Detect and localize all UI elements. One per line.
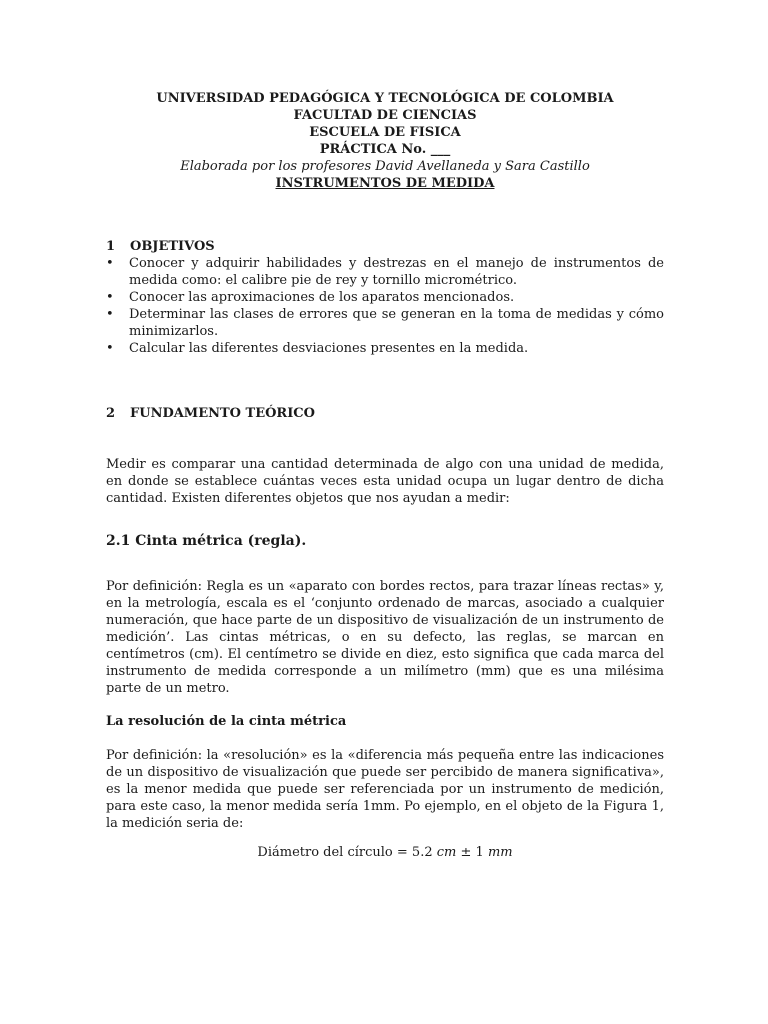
objectives-heading	[106, 238, 664, 255]
practice-number: PRÁCTICA No. ___	[319, 142, 451, 157]
document-page	[106, 90, 664, 861]
faculty-name: FACULTAD DE CIENCIAS	[293, 108, 477, 123]
school-name: ESCUELA DE FISICA	[309, 125, 461, 140]
document-title: INSTRUMENTOS DE MEDIDA	[275, 176, 495, 191]
ruler-definition-paragraph: Por definición: Regla es un «aparato con bordes rectos, para trazar líneas rectas» y, en la metrología, escala es el ‘conjunto ordenado de marcas, asociado a cualquier numeración, que hace parte de un dispositivo de visualización de un instrumento de medición’. Las cintas métricas, o en su defecto, las reglas, se marcan en centímetros (cm). El centímetro se divide en diez, esto significa que cada marca del instrumento de medida corresponde a un milímetro (mm) que es una milésima parte de un metro.	[106, 579, 664, 696]
diameter-equation	[106, 844, 664, 861]
university-name: UNIVERSIDAD PEDAGÓGICA Y TECNOLÓGICA DE COLOMBIA	[156, 91, 614, 106]
section-number: 2	[106, 406, 116, 421]
subsection-heading: 2.1 Cinta métrica (regla).	[106, 533, 307, 549]
equation-uncertainty: ± 1	[460, 845, 484, 860]
resolution-heading: La resolución de la cinta métrica	[106, 714, 347, 729]
equation-value: 5.2	[411, 845, 433, 860]
resolution-paragraph: Por definición: la «resolución» es la «diferencia más pequeña entre las indicaciones de un dispositivo de visualización que puede ser percibido de manera significativa», es la menor medida que puede ser referenciada por un instrumento de medición, para este caso, la menor medida sería 1mm. Po ejemplo, en el objeto de la Figura 1, la medición seria de:	[106, 748, 664, 831]
section-number: 1	[106, 239, 116, 254]
document-header	[106, 90, 664, 192]
list-item: • Determinar las clases de errores que se generan en la toma de medidas y cómo minimizarlos.	[106, 306, 664, 340]
objectives-list	[106, 255, 664, 357]
section-title: OBJETIVOS	[130, 239, 215, 254]
theory-intro-paragraph: Medir es comparar una cantidad determinada de algo con una unidad de medida, en donde se establece cuántas veces esta unidad ocupa un lugar dentro de dicha cantidad. Existen diferentes objetos que nos ayudan a medir:	[106, 457, 664, 506]
section-title: FUNDAMENTO TEÓRICO	[130, 406, 315, 421]
theory-heading	[106, 405, 664, 422]
list-item: • Conocer y adquirir habilidades y destrezas en el manejo de instrumentos de medida como: el calibre pie de rey y tornillo micrométrico.	[106, 255, 664, 289]
authors-credit: Elaborada por los profesores David Avellaneda y Sara Castillo	[180, 159, 590, 174]
equation-unit: cm	[436, 845, 457, 860]
list-item: • Calcular las diferentes desviaciones presentes en la medida.	[106, 340, 664, 357]
equation-unit-secondary: mm	[487, 845, 513, 860]
equation-label: Diámetro del círculo =	[257, 845, 408, 860]
list-item: • Conocer las aproximaciones de los aparatos mencionados.	[106, 289, 664, 306]
